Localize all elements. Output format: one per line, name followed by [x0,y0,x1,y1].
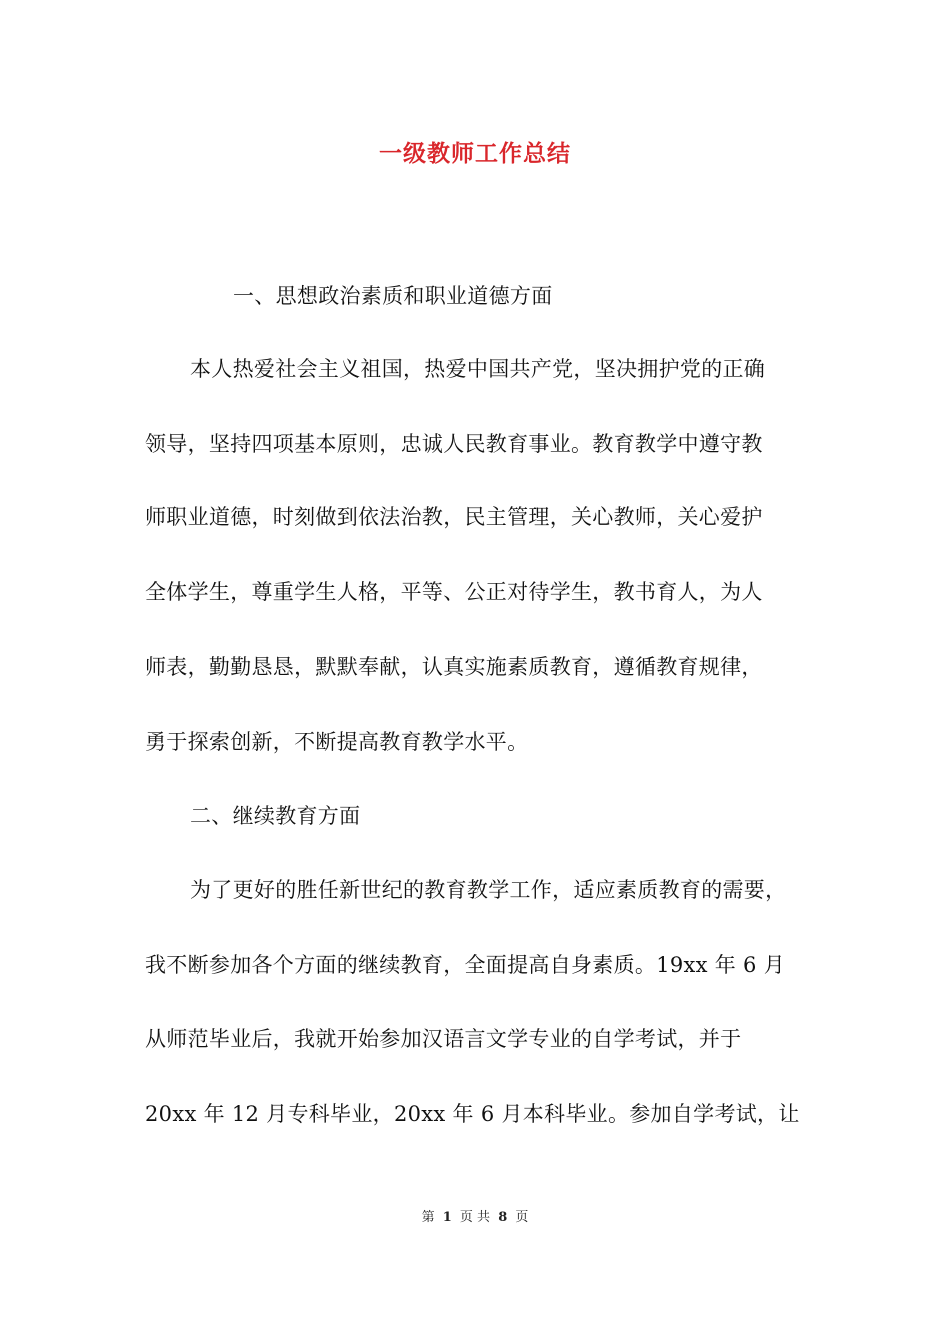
paragraph-line: 从师范毕业后，我就开始参加汉语言文学专业的自学考试，并于 [145,1027,742,1051]
paragraph-line: 本人热爱社会主义祖国，热爱中国共产党，坚决拥护党的正确 [190,357,766,381]
paragraph-line: 领导，坚持四项基本原则，忠诚人民教育事业。教育教学中遵守教 [145,432,763,456]
paragraph-line: 师表，勤勤恳恳，默默奉献，认真实施素质教育，遵循教育规律， [145,655,763,679]
footer-middle: 页 共 [459,1210,491,1225]
section-heading-1: 一、思想政治素质和职业道德方面 [233,284,553,308]
paragraph-line: 勇于探索创新，不断提高教育教学水平。 [145,730,529,754]
footer-suffix: 页 [515,1210,529,1225]
footer-total-pages: 8 [498,1210,508,1225]
paragraph-line: 师职业道德，时刻做到依法治教，民主管理，关心教师，关心爱护 [145,505,763,529]
document-title: 一级教师工作总结 [379,140,571,167]
paragraph-line: 为了更好的胜任新世纪的教育教学工作，适应素质教育的需要， [190,878,787,902]
paragraph-line: 20xx 年 12 月专科毕业，20xx 年 6 月本科毕业。参加自学考试，让 [145,1102,800,1126]
footer-page-number: 1 [442,1210,452,1225]
paragraph-line: 全体学生，尊重学生人格，平等、公正对待学生，教书育人，为人 [145,580,763,604]
footer-prefix: 第 [421,1210,435,1225]
page-footer [0,1206,950,1230]
paragraph-line: 我不断参加各个方面的继续教育，全面提高自身素质。19xx 年 6 月 [145,953,785,977]
section-heading-2: 二、继续教育方面 [190,804,361,828]
